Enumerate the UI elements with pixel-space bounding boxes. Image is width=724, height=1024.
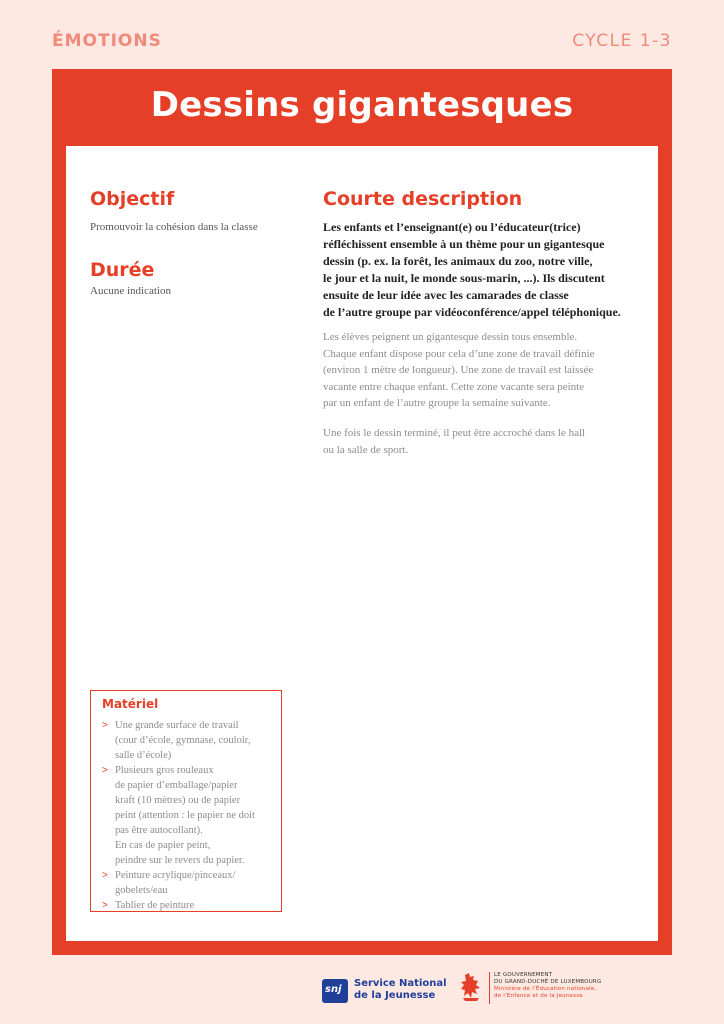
page-title: Dessins gigantesques: [150, 85, 574, 125]
activity-card: [52, 69, 672, 955]
ministry-line: Ministère de l’Éducation nationale,: [494, 986, 597, 992]
description-paragraph-1: [323, 329, 643, 412]
gov-divider: [489, 972, 490, 1004]
description-paragraph-2: [323, 425, 643, 458]
chevron-right-icon: >: [102, 870, 108, 881]
cycle-label: CYCLE 1-3: [572, 31, 672, 51]
list-item-line: de papier d’emballage/papier: [115, 780, 238, 791]
chevron-right-icon: >: [102, 765, 108, 776]
lion-crest-icon: [458, 972, 484, 1002]
list-item-line: kraft (10 mètres) ou de papier: [115, 795, 241, 806]
paragraph-line: (environ 1 mètre de longueur). Une zone de travail est laissée: [323, 364, 594, 376]
category-label: ÉMOTIONS: [52, 31, 162, 51]
ministry-line: de l’Enfance et de la Jeunesse: [494, 993, 583, 999]
description-intro: [323, 219, 653, 321]
paragraph-line: Une fois le dessin terminé, il peut être accroché dans le hall: [323, 427, 586, 439]
materiel-heading: Matériel: [102, 697, 159, 711]
list-item-line: Une grande surface de travail: [115, 720, 239, 731]
list-item-line: peindre sur le revers du papier.: [115, 855, 245, 866]
materiel-box: [90, 690, 282, 912]
list-item: [102, 868, 278, 898]
snj-name: [354, 978, 447, 1002]
content-panel: [66, 146, 658, 941]
list-item-line: Plusieurs gros rouleaux: [115, 765, 214, 776]
snj-name-line: de la Jeunesse: [354, 990, 436, 1001]
list-item-line: En cas de papier peint,: [115, 840, 211, 851]
paragraph-line: Chaque enfant dispose pour cela d’une zone de travail définie: [323, 347, 595, 360]
list-item-line: salle d’école): [115, 750, 172, 761]
list-item: [102, 718, 278, 763]
chevron-right-icon: >: [102, 900, 108, 911]
paragraph-line: ou la salle de sport.: [323, 443, 409, 456]
snj-name-line: Service National: [354, 978, 447, 989]
objectif-text: Promouvoir la cohésion dans la classe: [90, 221, 258, 233]
gov-name: [494, 972, 601, 1000]
description-heading: Courte description: [323, 188, 523, 210]
list-item-line: gobelets/eau: [115, 885, 168, 896]
snj-logo: [322, 979, 348, 1003]
snj-logo-text: snj: [325, 984, 342, 995]
intro-line: Les enfants et l’enseignant(e) ou l’éducateur(trice): [323, 220, 581, 234]
materiel-list: [102, 718, 278, 913]
intro-line: le jour et la nuit, le monde sous-marin, ...). Ils discutent: [323, 271, 605, 285]
duree-text: Aucune indication: [90, 285, 171, 297]
duree-heading: Durée: [90, 259, 155, 281]
gov-line: DU GRAND-DUCHÉ DE LUXEMBOURG: [494, 979, 602, 985]
paragraph-line: par un enfant de l’autre groupe la semaine suivante.: [323, 397, 551, 409]
list-item-line: Peinture acrylique/pinceaux/: [115, 870, 236, 881]
paragraph-line: Les élèves peignent un gigantesque dessin tous ensemble.: [323, 331, 578, 343]
objectif-heading: Objectif: [90, 188, 175, 210]
list-item-line: Tablier de peinture: [115, 900, 195, 911]
list-item-line: (cour d’école, gymnase, couloir,: [115, 735, 251, 746]
intro-line: de l’autre groupe par vidéoconférence/appel téléphonique.: [323, 305, 621, 319]
list-item-line: pas être autocollant).: [115, 825, 203, 836]
paragraph-line: vacante entre chaque enfant. Cette zone vacante sera peinte: [323, 380, 585, 393]
list-item: [102, 898, 278, 913]
intro-line: dessin (p. ex. la forêt, les animaux du zoo, notre ville,: [323, 254, 593, 268]
footer: [0, 969, 724, 1009]
gov-line: LE GOUVERNEMENT: [494, 972, 553, 978]
chevron-right-icon: >: [102, 720, 108, 731]
list-item-line: peint (attention : le papier ne doit: [115, 810, 255, 821]
intro-line: ensuite de leur idée avec les camarades de classe: [323, 288, 569, 302]
list-item: [102, 763, 278, 868]
intro-line: réfléchissent ensemble à un thème pour un gigantesque: [323, 237, 605, 251]
